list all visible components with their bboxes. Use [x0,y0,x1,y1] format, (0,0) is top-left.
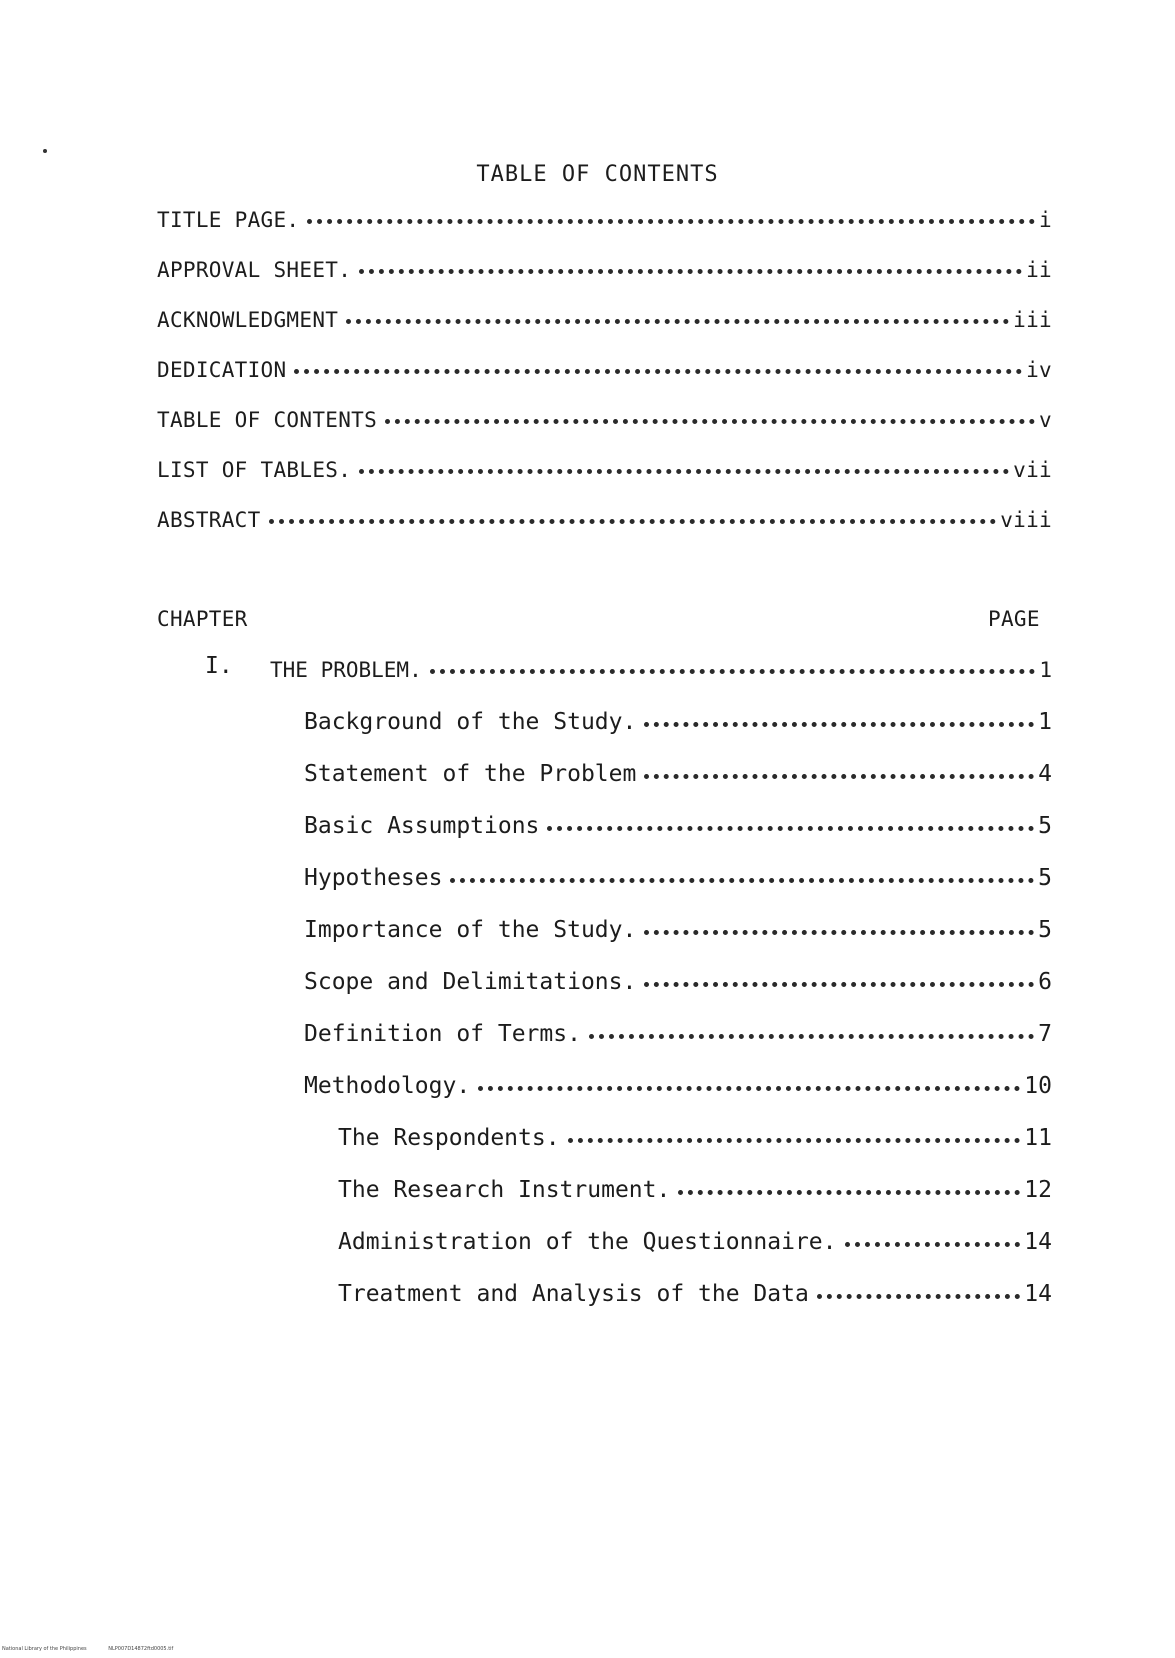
toc-label: Administration of the Questionnaire. [338,1229,837,1255]
toc-label: TABLE OF CONTENTS [157,408,378,432]
toc-page-number: 7 [1038,1021,1052,1047]
toc-label: Definition of Terms. [304,1021,581,1047]
toc-label: TITLE PAGE. [157,208,300,232]
toc-label: Methodology. [304,1073,471,1099]
toc-page-number: ii [1026,258,1052,282]
toc-label: ABSTRACT [157,508,261,532]
toc-page-number: 14 [1024,1281,1052,1307]
toc-entry-subsection [338,1223,1052,1255]
toc-entry-title-page [157,200,1052,232]
toc-label: The Respondents. [338,1125,560,1151]
toc-label: Statement of the Problem [304,761,637,787]
toc-label: DEDICATION [157,358,287,382]
dot-leader [269,519,997,524]
toc-label: Hypotheses [304,865,443,891]
dot-leader [845,1242,1021,1247]
toc-entry-chapter-title [270,650,1052,682]
toc-label: LIST OF TABLES. [157,458,352,482]
toc-page-number: 1 [1039,658,1052,682]
dot-leader [678,1190,1020,1195]
footer-file: NLP007D14872ftd0005.tif [108,1646,174,1652]
dot-leader [359,269,1022,274]
toc-page-number: iv [1026,358,1052,382]
toc-entry-acknowledgment [157,300,1052,332]
chapter-column-header: CHAPTER [157,607,248,631]
toc-entry-section [304,1015,1052,1047]
toc-page-number: 4 [1038,761,1052,787]
toc-entry-approval-sheet [157,250,1052,282]
toc-entry-dedication [157,350,1052,382]
toc-entry-subsection [338,1275,1052,1307]
toc-entry-section [304,755,1052,787]
toc-label: Basic Assumptions [304,813,540,839]
toc-page-number: 5 [1038,917,1052,943]
toc-entry-section [304,859,1052,891]
toc-page-number: 6 [1038,969,1052,995]
toc-page-number: 12 [1024,1177,1052,1203]
toc-entry-list-of-tables [157,450,1052,482]
toc-entry-subsection [338,1171,1052,1203]
dot-leader [644,930,1034,935]
page-title: TABLE OF CONTENTS [476,162,719,187]
dot-leader [478,1086,1020,1091]
dot-leader [346,319,1009,324]
footer-library: National Library of the Philippines [2,1646,87,1652]
toc-page-number: 10 [1024,1073,1052,1099]
toc-label: THE PROBLEM. [270,658,422,682]
toc-entry-section [304,963,1052,995]
dot-leader [644,774,1034,779]
dot-leader [294,369,1022,374]
toc-label: APPROVAL SHEET. [157,258,352,282]
scan-footer [2,1646,193,1652]
toc-page-number: i [1039,208,1052,232]
toc-label: Importance of the Study. [304,917,637,943]
toc-entry-section [304,911,1052,943]
toc-page-number: 14 [1024,1229,1052,1255]
toc-label: ACKNOWLEDGMENT [157,308,339,332]
toc-page-number: viii [1000,508,1052,532]
toc-label: Treatment and Analysis of the Data [338,1281,809,1307]
toc-page-number: 11 [1024,1125,1052,1151]
toc-entry-section [304,1067,1052,1099]
toc-label: Background of the Study. [304,709,637,735]
toc-label: The Research Instrument. [338,1177,671,1203]
page-column-header: PAGE [988,607,1040,631]
dot-leader [644,982,1034,987]
stray-ink-mark [43,149,47,153]
toc-page-number: vii [1013,458,1052,482]
toc-page-number: 1 [1038,709,1052,735]
dot-leader [589,1034,1034,1039]
dot-leader [430,669,1036,674]
toc-entry-section [304,703,1052,735]
chapter-number: I. [205,653,233,679]
toc-entry-subsection [338,1119,1052,1151]
toc-page-number: 5 [1038,865,1052,891]
toc-page-number: 5 [1038,813,1052,839]
toc-entry-abstract [157,500,1052,532]
toc-page-number: iii [1013,308,1052,332]
dot-leader [547,826,1034,831]
dot-leader [450,878,1034,883]
toc-page-number: v [1039,408,1052,432]
dot-leader [568,1138,1021,1143]
dot-leader [644,722,1034,727]
dot-leader [385,419,1035,424]
dot-leader [307,219,1035,224]
toc-label: Scope and Delimitations. [304,969,637,995]
toc-entry-table-of-contents [157,400,1052,432]
dot-leader [359,469,1009,474]
toc-entry-section [304,807,1052,839]
dot-leader [817,1294,1020,1299]
